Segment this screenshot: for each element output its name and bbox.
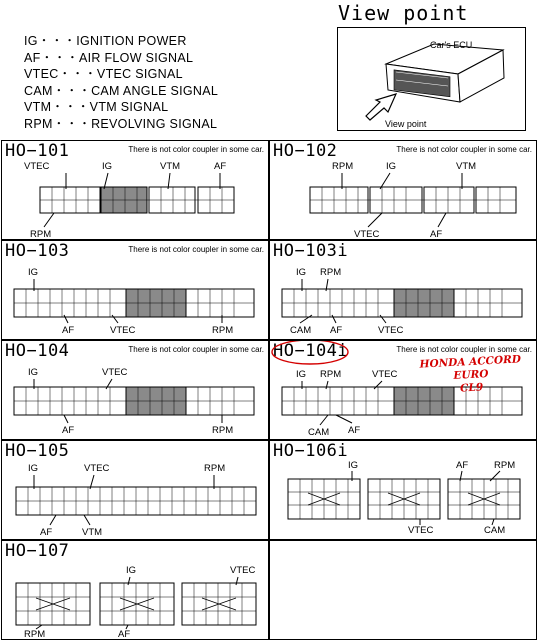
legend-cam: CAM・・・CAM ANGLE SIGNAL — [24, 83, 219, 98]
pin-label-ig: IG — [28, 367, 39, 378]
pin-label-cam: CAM — [290, 325, 312, 336]
pin-label-af: AF — [456, 460, 469, 471]
legend-rpm: RPM・・・REVOLVING SIGNAL — [24, 116, 218, 131]
pin-label-ig: IG — [28, 267, 39, 278]
pin-label-vtm: VTM — [160, 161, 181, 172]
pin-label-rpm: RPM — [320, 267, 342, 278]
connector-note: There is not color coupler in some car. — [396, 345, 532, 354]
connector-title: HO−102 — [273, 141, 338, 161]
connector-title: HO−105 — [5, 441, 70, 461]
connector-title: HO−107 — [5, 541, 70, 561]
connector-ho-103i-diagram — [270, 241, 537, 340]
pin-label-rpm: RPM — [30, 229, 52, 240]
pin-label-rpm: RPM — [212, 325, 234, 336]
pin-label-af: AF — [430, 229, 443, 240]
cell-ho-103 — [1, 240, 269, 340]
pin-label-rpm: RPM — [320, 369, 342, 380]
title-highlight-circle — [272, 341, 348, 364]
pin-label-vtec: VTEC — [102, 367, 128, 378]
connector-ho-107-diagram — [2, 541, 269, 640]
legend-vtm: VTM・・・VTM SIGNAL — [24, 100, 169, 115]
cell-ho-102 — [269, 140, 537, 240]
signal-legend — [24, 33, 218, 133]
connector-ho-102-diagram — [270, 141, 537, 240]
pin-label-ig: IG — [126, 565, 137, 576]
legend-af: AF・・・AIR FLOW SIGNAL — [24, 50, 194, 65]
cell-empty — [269, 540, 537, 640]
cell-ho-101 — [1, 140, 269, 240]
pin-label-vtm: VTM — [456, 161, 477, 172]
connector-note: There is not color coupler in some car. — [128, 145, 264, 154]
view-point-box — [337, 27, 526, 131]
pin-label-vtec: VTEC — [24, 161, 50, 172]
pin-label-vtec: VTEC — [84, 463, 110, 474]
connector-note: There is not color coupler in some car. — [128, 345, 264, 354]
pin-label-af: AF — [40, 527, 53, 538]
pin-label-af: AF — [118, 629, 131, 640]
pin-label-vtec: VTEC — [110, 325, 136, 336]
pin-label-ig: IG — [296, 369, 307, 380]
pin-label-af: AF — [214, 161, 227, 172]
pin-label-rpm: RPM — [332, 161, 354, 172]
handwritten-note-line-1: HONDA ACCORD EURO — [419, 353, 522, 382]
connector-ho-101-diagram — [2, 141, 269, 240]
connector-ho-105-diagram — [2, 441, 269, 540]
pin-label-cam: CAM — [484, 525, 506, 536]
pin-label-af: AF — [62, 325, 75, 336]
ecu-label: Car's ECU — [430, 40, 473, 50]
pin-label-rpm: RPM — [212, 425, 234, 436]
pin-label-ig: IG — [386, 161, 397, 172]
connector-title: HO−104 — [5, 341, 70, 361]
cell-ho-107 — [1, 540, 269, 640]
handwritten-note — [403, 353, 538, 399]
pin-label-rpm: RPM — [204, 463, 226, 474]
pin-label-rpm: RPM — [494, 460, 516, 471]
handwritten-note-line-2: CL9 — [459, 381, 484, 395]
pin-label-cam: CAM — [308, 427, 330, 438]
pin-label-vtec: VTEC — [378, 325, 404, 336]
pin-label-af: AF — [330, 325, 343, 336]
pin-label-af: AF — [62, 425, 75, 436]
pin-label-vtec: VTEC — [230, 565, 256, 576]
ecu-illustration — [338, 28, 527, 132]
pin-label-ig: IG — [102, 161, 113, 172]
view-point-arrow-label: View point — [385, 119, 427, 129]
pin-label-vtm: VTM — [82, 527, 103, 538]
pin-label-af: AF — [348, 425, 361, 436]
connector-title: HO−101 — [5, 141, 70, 161]
connector-ho-104-diagram — [2, 341, 269, 440]
pin-label-ig: IG — [348, 460, 359, 471]
pin-label-vtec: VTEC — [354, 229, 380, 240]
connector-title: HO−103 — [5, 241, 70, 261]
legend-vtec: VTEC・・・VTEC SIGNAL — [24, 67, 183, 82]
pin-label-vtec: VTEC — [408, 525, 434, 536]
cell-ho-104 — [1, 340, 269, 440]
connector-ho-106i-diagram — [270, 441, 537, 540]
pin-label-rpm: RPM — [24, 629, 46, 640]
pin-label-vtec: VTEC — [372, 369, 398, 380]
pin-label-ig: IG — [296, 267, 307, 278]
cell-ho-106i — [269, 440, 537, 540]
connector-note: There is not color coupler in some car. — [128, 245, 264, 254]
connector-title: HO−103i — [273, 241, 349, 261]
connector-title: HO−106i — [273, 441, 349, 461]
view-point-title: View point — [338, 1, 469, 25]
connector-ho-103-diagram — [2, 241, 269, 340]
connector-note: There is not color coupler in some car. — [396, 145, 532, 154]
pin-label-ig: IG — [28, 463, 39, 474]
legend-ig: IG・・・IGNITION POWER — [24, 34, 187, 48]
cell-ho-103i — [269, 240, 537, 340]
connector-title: HO−104i — [273, 341, 349, 361]
cell-ho-105 — [1, 440, 269, 540]
